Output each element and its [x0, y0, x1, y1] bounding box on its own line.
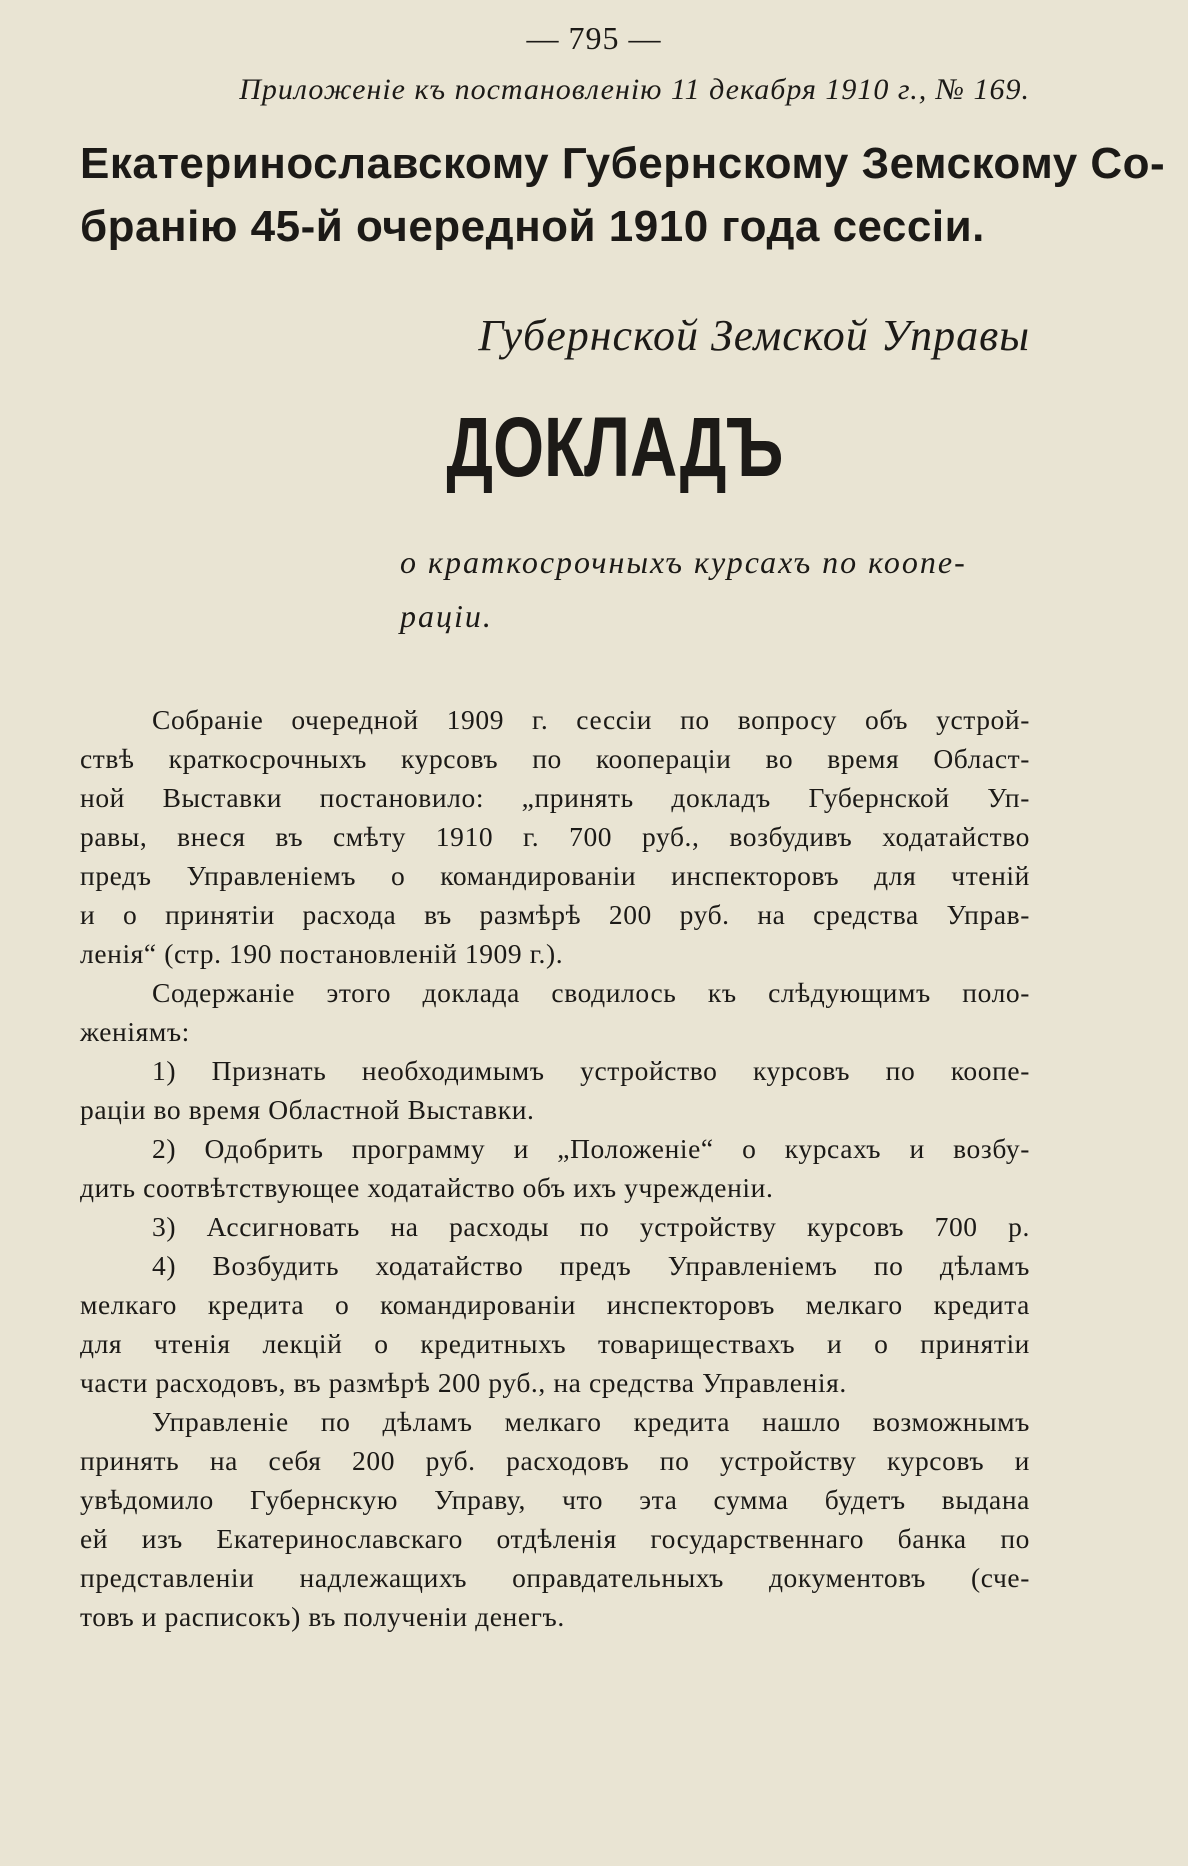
- text-line: части расходовъ, въ размѣрѣ 200 руб., на средства Управленiя.: [80, 1367, 847, 1398]
- text-line: для чтенiя лекцiй о кредитныхъ товариществахъ и о принятiи: [80, 1328, 1030, 1359]
- text-line: ей изъ Екатеринославскаго отдѣленiя государственнаго банка по: [80, 1523, 1030, 1554]
- topic-line: рацiи.: [400, 598, 493, 634]
- text-line: Управленiе по дѣламъ мелкаго кредита нашло возможнымъ: [152, 1406, 1030, 1437]
- text-line: ствѣ краткосрочныхъ курсовъ по кооперацiи во время Област-: [80, 743, 1030, 774]
- report-title: ДОКЛАДЪ: [446, 400, 784, 494]
- text-line: равы, внеся въ смѣту 1910 г. 700 руб., возбудивъ ходатайство: [80, 821, 1030, 852]
- body-text: [80, 700, 1030, 1636]
- paragraph: [80, 1402, 1030, 1636]
- document-heading: [80, 132, 1166, 258]
- text-line: товъ и расписокъ) въ полученiи денегъ.: [80, 1601, 565, 1632]
- text-line: Собранiе очередной 1909 г. сессiи по вопросу объ устрой-: [152, 704, 1030, 735]
- text-line: 2) Одобрить программу и „Положенiе“ о курсахъ и возбу-: [152, 1133, 1030, 1164]
- text-line: рацiи во время Областной Выставки.: [80, 1094, 535, 1125]
- text-line: представленiи надлежащихъ оправдательныхъ документовъ (сче-: [80, 1562, 1030, 1593]
- paragraph: [80, 1129, 1030, 1207]
- paragraph: [80, 1051, 1030, 1129]
- text-line: увѣдомило Губернскую Управу, что эта сумма будетъ выдана: [80, 1484, 1030, 1515]
- text-line: 4) Возбудить ходатайство предъ Управленiемъ по дѣламъ: [152, 1250, 1030, 1281]
- paragraph: [80, 700, 1030, 973]
- subheading: Губернской Земской Управы: [478, 311, 1030, 360]
- report-topic: [400, 535, 1040, 643]
- paragraph: [80, 1207, 1030, 1246]
- paragraph: [80, 1246, 1030, 1402]
- text-line: 1) Признать необходимымъ устройство курсовъ по коопе-: [152, 1055, 1030, 1086]
- paragraph: [80, 973, 1030, 1051]
- page-number: — 795 —: [526, 20, 662, 56]
- appendix-note: Приложенiе къ постановленiю 11 декабря 1910 г., № 169.: [239, 73, 1030, 106]
- text-line: предъ Управленiемъ о командированiи инспекторовъ для чтенiй: [80, 860, 1030, 891]
- text-line: ной Выставки постановило: „принять докладъ Губернской Уп-: [80, 782, 1030, 813]
- heading-line: бранiю 45-й очередной 1910 года сессiи.: [80, 202, 985, 251]
- heading-line: Екатеринославскому Губернскому Земскому Со-: [80, 139, 1166, 188]
- topic-line: о краткосрочныхъ курсахъ по коопе-: [400, 544, 967, 580]
- text-line: ленiя“ (стр. 190 постановленiй 1909 г.).: [80, 938, 564, 969]
- text-line: женiямъ:: [80, 1016, 190, 1047]
- text-line: и о принятiи расхода въ размѣрѣ 200 руб. на средства Управ-: [80, 899, 1030, 930]
- text-line: дить соотвѣтствующее ходатайство объ ихъ учрежденiи.: [80, 1172, 774, 1203]
- text-line: 3) Ассигновать на расходы по устройству курсовъ 700 р.: [152, 1211, 1030, 1242]
- text-line: Содержанiе этого доклада сводилось къ слѣдующимъ поло-: [152, 977, 1030, 1008]
- text-line: принять на себя 200 руб. расходовъ по устройству курсовъ и: [80, 1445, 1030, 1476]
- text-line: мелкаго кредита о командированiи инспекторовъ мелкаго кредита: [80, 1289, 1030, 1320]
